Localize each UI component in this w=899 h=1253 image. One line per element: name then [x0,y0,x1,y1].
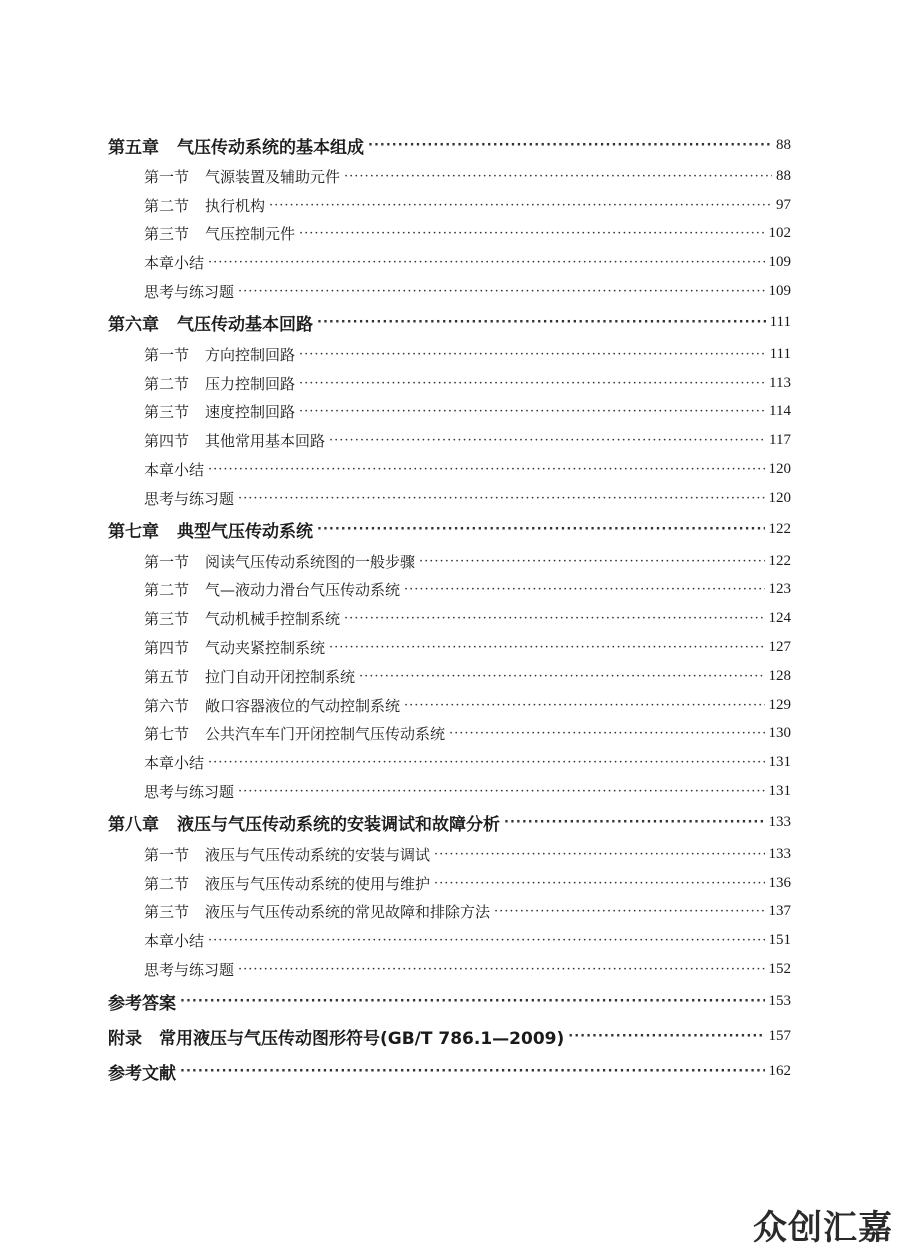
section-entry-page-number: 129 [768,696,791,713]
section-entry-title-text: 气—液动力滑台气压传动系统 [205,581,401,600]
section-entry[interactable] [108,869,791,898]
dot-leader [299,347,766,362]
section-entry-title-text: 液压与气压传动系统的使用与维护 [205,874,431,893]
section-entry[interactable] [108,484,791,513]
section-entry-page-number: 111 [769,345,791,362]
section-entry[interactable] [108,777,791,806]
section-entry-number: 第一节 [144,345,190,364]
section-entry[interactable] [108,840,791,869]
section-entry-title-text: 液压与气压传动系统的常见故障和排除方法 [205,903,491,922]
section-entry-title-text: 气动机械手控制系统 [205,610,341,629]
section-entry-title-text: 阅读气压传动系统图的一般步骤 [205,552,416,571]
section-entry[interactable] [108,220,791,249]
chapter-entry-number: 第七章 [108,522,159,543]
section-entry[interactable] [108,248,791,277]
section-entry[interactable] [108,277,791,306]
section-entry-number: 第六节 [144,696,190,715]
section-entry-title [144,401,295,422]
section-entry[interactable] [108,162,791,191]
dot-leader [208,933,764,948]
section-entry-title [144,195,265,216]
dot-leader [344,169,772,184]
section-entry-page-number: 131 [768,754,791,771]
section-entry-page-number: 109 [768,283,791,300]
appendix-entry-title-text: 参考答案 [108,993,176,1014]
section-entry-page-number: 131 [768,783,791,800]
appendix-entry-title [108,1059,176,1084]
section-entry[interactable] [108,426,791,455]
section-entry-title [144,695,400,716]
dot-leader [344,611,764,626]
section-entry-title-text: 本章小结 [144,254,205,273]
dot-leader [269,198,772,213]
section-entry-number: 第一节 [144,552,190,571]
section-entry[interactable] [108,547,791,576]
section-entry-title-text: 本章小结 [144,754,205,773]
dot-leader [238,491,764,506]
section-entry-title-text: 气动夹紧控制系统 [205,639,326,658]
section-entry-title [144,488,234,509]
dot-leader [299,226,764,241]
section-entry-number: 第四节 [144,432,190,451]
table-of-contents [108,128,791,1089]
section-entry-title [144,430,325,451]
chapter-entry-title-text: 气压传动基本回路 [177,315,313,336]
chapter-entry-page-number: 122 [768,521,791,538]
section-entry-title-text: 公共汽车车门开闭控制气压传动系统 [205,725,446,744]
chapter-entry-number: 第五章 [108,137,159,158]
chapter-entry[interactable] [108,128,791,162]
appendix-entry[interactable] [108,1019,791,1054]
dot-leader [299,404,765,419]
section-entry-title [144,666,355,687]
section-entry[interactable] [108,720,791,749]
section-entry-title-text: 敞口容器液位的气动控制系统 [205,696,401,715]
dot-leader [208,255,764,270]
section-entry-page-number: 128 [768,667,791,684]
dot-leader [180,1064,765,1079]
section-entry-title-text: 气源装置及辅助元件 [205,167,341,186]
section-entry[interactable] [108,748,791,777]
section-entry-number: 第三节 [144,403,190,422]
section-entry-title [144,608,340,629]
chapter-entry-page-number: 133 [768,814,791,831]
section-entry-title-text: 思考与练习题 [144,283,235,302]
dot-leader [568,1029,764,1044]
dot-leader [504,815,765,830]
section-entry-title [144,723,445,744]
section-entry-title [144,344,295,365]
dot-leader [208,462,764,477]
chapter-entry-title [108,517,313,542]
chapter-entry[interactable] [108,306,791,340]
section-entry-page-number: 120 [768,461,791,478]
section-entry[interactable] [108,926,791,955]
section-entry-page-number: 123 [768,581,791,598]
section-entry-title [144,930,204,951]
section-entry-number: 第三节 [144,610,190,629]
section-entry[interactable] [108,455,791,484]
section-entry-page-number: 114 [769,403,791,420]
dot-leader [238,962,764,977]
watermark-logo: 众创汇嘉 [753,1208,893,1248]
dot-leader [494,904,764,919]
section-entry-title-text: 拉门自动开闭控制系统 [205,667,356,686]
section-entry-number: 第二节 [144,581,190,600]
section-entry-title-text: 执行机构 [205,196,266,215]
appendix-entry[interactable] [108,1054,791,1089]
dot-leader [238,784,764,799]
chapter-entry[interactable] [108,806,791,840]
dot-leader [329,433,765,448]
section-entry-page-number: 102 [768,225,791,242]
section-entry-number: 第二节 [144,374,190,393]
section-entry-page-number: 117 [769,432,791,449]
appendix-entry-title-text: 附录 常用液压与气压传动图形符号(GB/T 786.1—2009) [108,1028,565,1049]
section-entry-title-text: 气压控制元件 [205,225,296,244]
dot-leader [359,669,764,684]
section-entry[interactable] [108,576,791,605]
appendix-entry-page-number: 157 [768,1027,791,1044]
section-entry-page-number: 97 [776,196,791,213]
section-entry-page-number: 136 [768,874,791,891]
section-entry-page-number: 109 [768,254,791,271]
appendix-entry-page-number: 162 [768,1062,791,1079]
chapter-entry-title-text: 液压与气压传动系统的安装调试和故障分析 [177,815,500,836]
dot-leader [299,376,765,391]
section-entry-number: 第四节 [144,639,190,658]
section-entry-page-number: 88 [776,167,791,184]
section-entry-page-number: 124 [768,610,791,627]
section-entry-title [144,551,415,572]
section-entry-title [144,373,295,394]
chapter-entry-number: 第六章 [108,315,159,336]
dot-leader [434,876,764,891]
appendix-entry-title [108,1024,564,1049]
chapter-entry-title [108,310,313,335]
chapter-entry[interactable] [108,513,791,547]
section-entry-page-number: 120 [768,489,791,506]
chapter-entry-title [108,810,500,835]
section-entry[interactable] [108,955,791,984]
section-entry[interactable] [108,604,791,633]
chapter-entry-number: 第八章 [108,815,159,836]
chapter-entry-page-number: 111 [769,314,791,331]
section-entry-number: 第七节 [144,725,190,744]
section-entry-title-text: 思考与练习题 [144,961,235,980]
appendix-entry[interactable] [108,984,791,1019]
dot-leader [180,994,765,1009]
section-entry-title [144,637,325,658]
section-entry-number: 第一节 [144,845,190,864]
section-entry-title [144,166,340,187]
dot-leader [208,755,764,770]
section-entry-title-text: 本章小结 [144,932,205,951]
section-entry-title [144,252,204,273]
dot-leader [449,726,764,741]
section-entry-number: 第五节 [144,667,190,686]
section-entry[interactable] [108,633,791,662]
section-entry-title [144,901,490,922]
dot-leader [368,138,772,153]
section-entry-number: 第二节 [144,874,190,893]
section-entry[interactable] [108,398,791,427]
chapter-entry-title-text: 气压传动系统的基本组成 [177,137,364,158]
section-entry-number: 第三节 [144,225,190,244]
section-entry-title-text: 速度控制回路 [205,403,296,422]
section-entry-title [144,752,204,773]
section-entry-page-number: 127 [768,639,791,656]
section-entry-title [144,844,430,865]
section-entry[interactable] [108,898,791,927]
section-entry[interactable] [108,369,791,398]
section-entry-page-number: 113 [769,374,791,391]
section-entry-title-text: 压力控制回路 [205,374,296,393]
section-entry-title-text: 本章小结 [144,461,205,480]
section-entry-page-number: 122 [768,552,791,569]
section-entry-title [144,781,234,802]
section-entry-page-number: 151 [768,932,791,949]
section-entry[interactable] [108,191,791,220]
section-entry-page-number: 133 [768,845,791,862]
dot-leader [434,847,764,862]
section-entry-title [144,959,234,980]
chapter-entry-title-text: 典型气压传动系统 [177,522,313,543]
dot-leader [404,582,764,597]
section-entry-title-text: 思考与练习题 [144,783,235,802]
section-entry-page-number: 130 [768,725,791,742]
section-entry-page-number: 137 [768,903,791,920]
section-entry-number: 第二节 [144,196,190,215]
chapter-entry-page-number: 88 [776,136,791,153]
dot-leader [329,640,764,655]
section-entry-title-text: 其他常用基本回路 [205,432,326,451]
dot-leader [317,522,765,537]
dot-leader [238,284,764,299]
section-entry-title [144,873,430,894]
section-entry-title [144,223,295,244]
section-entry-title [144,281,234,302]
dot-leader [317,315,766,330]
section-entry-number: 第一节 [144,167,190,186]
section-entry[interactable] [108,691,791,720]
section-entry-number: 第三节 [144,903,190,922]
section-entry[interactable] [108,662,791,691]
appendix-entry-title-text: 参考文献 [108,1063,176,1084]
section-entry-title [144,459,204,480]
dot-leader [419,554,764,569]
section-entry-title-text: 液压与气压传动系统的安装与调试 [205,845,431,864]
dot-leader [404,698,764,713]
section-entry-title [144,579,400,600]
section-entry-title-text: 方向控制回路 [205,345,296,364]
chapter-entry-title [108,133,364,158]
section-entry[interactable] [108,340,791,369]
appendix-entry-title [108,989,176,1014]
section-entry-title-text: 思考与练习题 [144,489,235,508]
appendix-entry-page-number: 153 [768,992,791,1009]
section-entry-page-number: 152 [768,961,791,978]
